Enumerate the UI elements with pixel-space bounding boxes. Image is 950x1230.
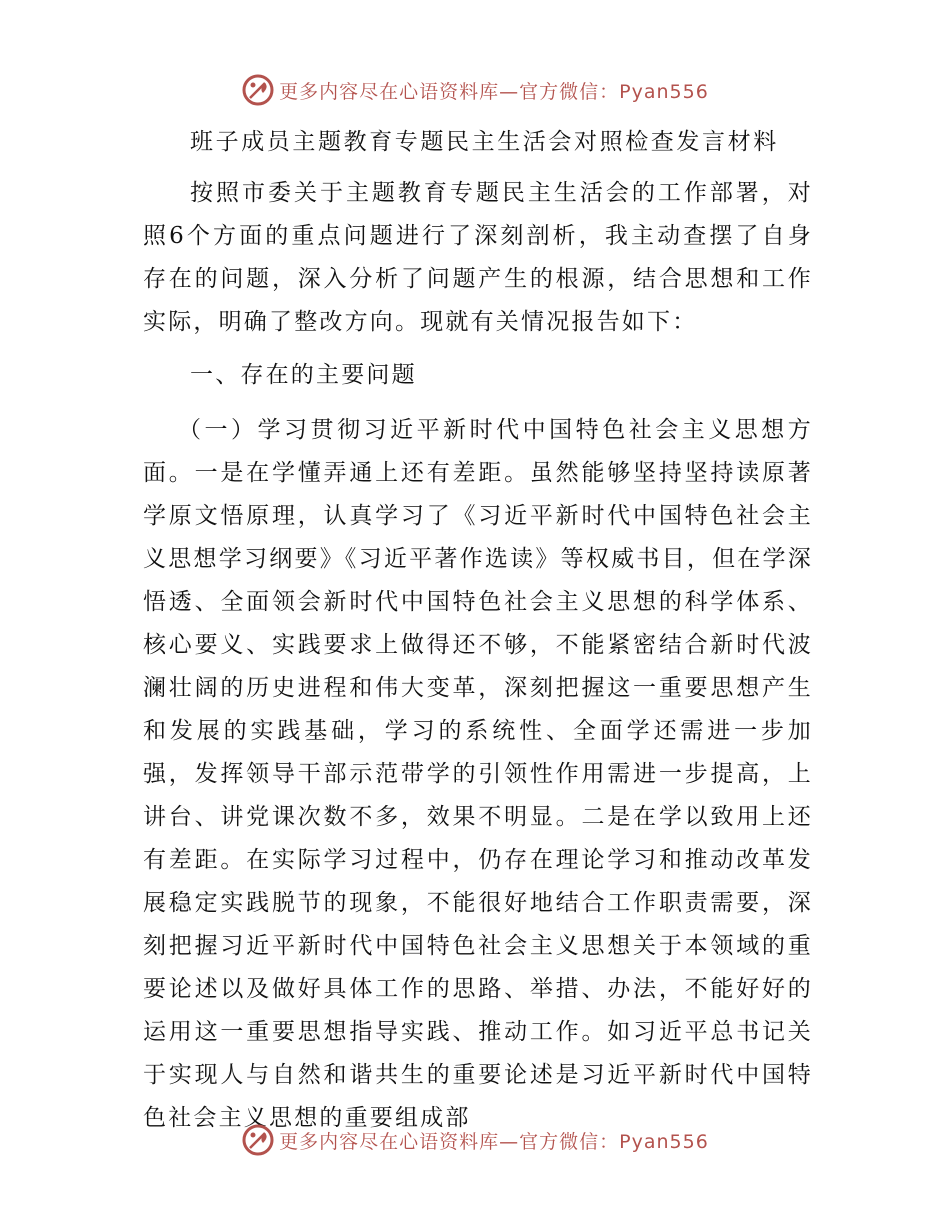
red-circle-quill-icon <box>241 1123 275 1157</box>
intro-paragraph: 按照市委关于主题教育专题民主生活会的工作部署，对照6个方面的重点问题进行了深刻剖析，我主动查摆了自身存在的问题，深入分析了问题产生的根源，结合思想和工作实际，明确了整改方向。现就有关情况报告如下： <box>143 180 813 335</box>
red-circle-quill-icon <box>241 73 275 107</box>
watermark-banner-bottom <box>0 1120 950 1160</box>
section-heading: 一、存在的主要问题 <box>190 362 417 388</box>
document-title: 班子成员主题教育专题民主生活会对照检查发言材料 <box>190 129 779 155</box>
subsection-paragraph: （一）学习贯彻习近平新时代中国特色社会主义思想方面。一是在学懂弄通上还有差距。虽然能够坚持坚持读原著学原文悟原理，认真学习了《习近平新时代中国特色社会主义思想学习纲要》《习近平著作选读》等权威书目，但在学深悟透、全面领会新时代中国特色社会主义思想的科学体系、核心要义、实践要求上做得还不够，不能紧密结合新时代波澜壮阔的历史进程和伟大变革，深刻把握这一重要思想产生和发展的实践基础，学习的系统性、全面学还需进一步加强，发挥领导干部示范带学的引领性作用需进一步提高，上讲台、讲党课次数不多，效果不明显。二是在学以致用上还有差距。在实际学习过程中，仍存在理论学习和推动改革发展稳定实践脱节的现象，不能很好地结合工作职责需要，深刻把握习近平新时代中国特色社会主义思想关于本领域的重要论述以及做好具体工作的思路、举措、办法，不能好好的运用这一重要思想指导实践、推动工作。如习近平总书记关于实现人与自然和谐共生的重要论述是习近平新时代中国特色社会主义思想的重要组成部 <box>143 417 813 1131</box>
document-body <box>143 120 813 1140</box>
watermark-banner-top <box>0 70 950 110</box>
watermark-text: 更多内容尽在心语资料库—官方微信：Pyan556 <box>279 1130 709 1153</box>
watermark-text: 更多内容尽在心语资料库—官方微信：Pyan556 <box>279 80 709 103</box>
